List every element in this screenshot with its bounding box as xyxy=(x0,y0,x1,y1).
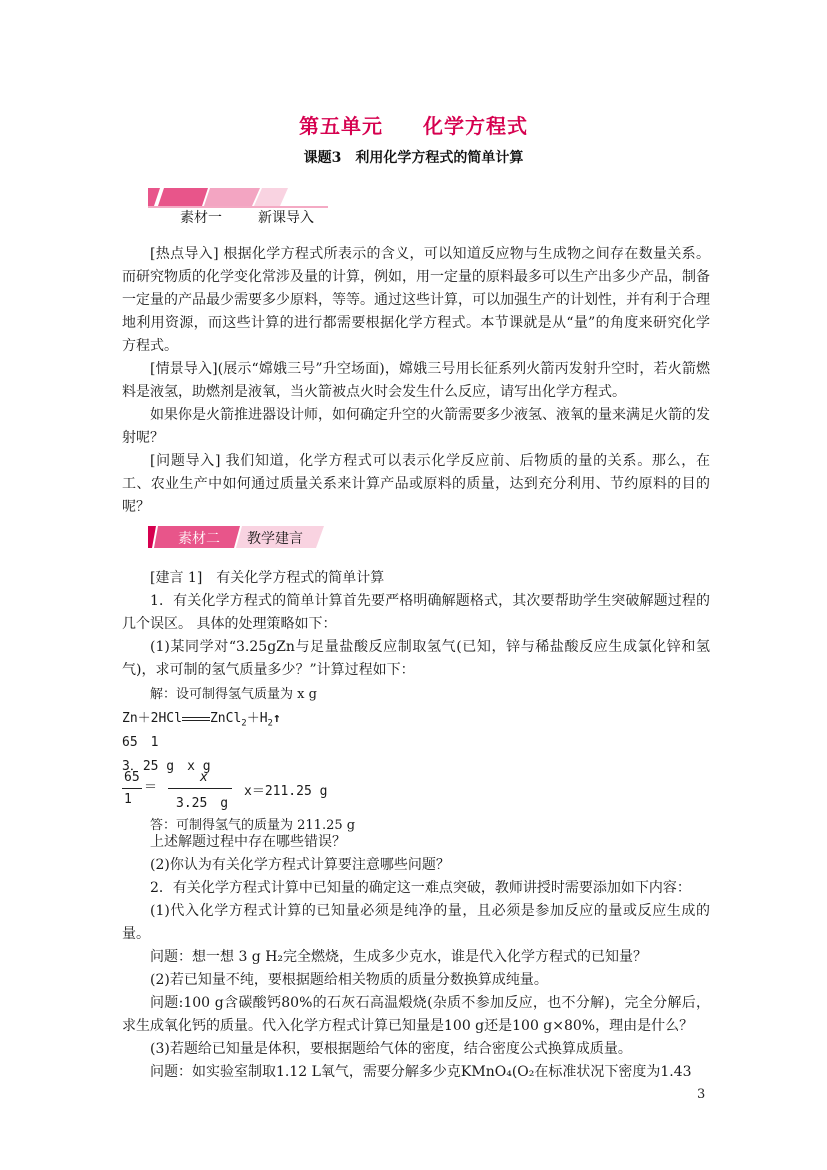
fraction-right-denominator: 3.25 g xyxy=(176,796,229,811)
section-label-b: 新课导入 xyxy=(258,210,314,226)
page-number: 3 xyxy=(697,1087,706,1102)
point-2-item-3: (3)若题给已知量是体积，要根据题给气体的密度，结合密度公式换算成质量。 xyxy=(150,1041,632,1057)
lesson-title: 课题3 利用化学方程式的简单计算 xyxy=(303,150,524,166)
chapter-title: 化学方程式 xyxy=(423,114,528,138)
fraction-right-bar xyxy=(168,788,232,789)
paragraph-question-intro: [问题导入] 我们知道，化学方程式可以表示化学反应前、后物质的量的关系。那么，在工、农业生产中如何通过质量关系来计算产品或原料的质量，达到充分利用、节约原料的目的呢？ xyxy=(122,453,710,515)
point-2-item-1: (1)代入化学方程式计算的已知量必须是纯净的量，且必须是参加反应的量或反应生成的量。 xyxy=(122,903,710,942)
error-question: 上述解题过程中存在哪些错误？ xyxy=(150,834,346,850)
section2-body xyxy=(122,567,710,682)
section-banner-2 xyxy=(148,524,328,564)
section1-body xyxy=(122,243,710,519)
chemical-equation: Zn＋2HCl $ZnCl_2+H_2↑$ xyxy=(122,711,281,729)
section-label-a: 素材一 xyxy=(180,210,222,226)
question-2: (2)你认为有关化学方程式计算要注意哪些问题？ xyxy=(150,857,450,873)
section2-label-b: 教学建言 xyxy=(247,531,303,547)
page-title xyxy=(0,110,827,139)
section-banner-1 xyxy=(148,186,328,226)
point-2-item-1-question: 问题：想一想 3 g H₂完全燃烧，生成多少克水，谁是代入化学方程式的已知量？ xyxy=(150,949,648,965)
point-2: 2．有关化学方程式计算中已知量的确定这一难点突破，教师讲授时需要添加如下内容： xyxy=(150,880,691,896)
section2-label-a: 素材二 xyxy=(178,531,220,547)
fraction-right-numerator: x xyxy=(200,770,208,785)
fraction-left-bar xyxy=(122,788,142,789)
paragraph-hot-intro: [热点导入] 根据化学方程式所表示的含义，可以知道反应物与生成物之间存在数量关系。而研究物质的化学变化常涉及量的计算，例如，用一定量的原料最多可以生产出多少产品，制备一定量的产品最少需要多少原料，等等。通过这些计算，可以加强生产的计划性，并有利于合理地利用资源，而这些计算的进行都需要根据化学方程式。本节课就是从“量”的角度来研究化学方程式。 xyxy=(122,246,710,354)
fraction-result: x＝211.25 g xyxy=(244,784,328,799)
answer-line: 答：可制得氢气的质量为 211.25 g xyxy=(150,818,356,833)
paragraph-designer: 如果你是火箭推进器设计师，如何确定升空的火箭需要多少液氢、液氧的量来满足火箭的发射呢？ xyxy=(122,407,710,446)
point-2-item-2-question: 问题:100 g含碳酸钙80%的石灰石高温煅烧(杂质不参加反应，也不分解)，完全分解后，求生成氧化钙的质量。代入化学方程式计算已知量是100 g还是100 g×80%，理由是什么？ xyxy=(122,995,710,1034)
point-1: 1．有关化学方程式的简单计算首先要严格明确解题格式，其次要帮助学生突破解题过程的几个误区。 具体的处理策略如下： xyxy=(122,593,710,632)
unit-title: 第五单元 xyxy=(299,114,383,138)
paragraph-scene-intro: [情景导入](展示“嫦娥三号”升空场面)，嫦娥三号用长征系列火箭丙发射升空时，若火箭燃料是液氢，助燃剂是液氧，当火箭被点火时会发生什么反应，请写出化学方程式。 xyxy=(122,361,710,400)
point-2-item-2: (2)若已知量不纯，要根据题给相关物质的质量分数换算成纯量。 xyxy=(150,972,548,988)
fraction-equals: ＝ xyxy=(144,780,158,795)
fraction-left-denominator: 1 xyxy=(124,792,132,807)
mass-line: 3．25 g x g xyxy=(122,759,211,774)
question-1: (1)某同学对“3.25gZn与足量盐酸反应制取氢气(已知，锌与稀盐酸反应生成氯化锌和氢气)，求可制的氢气质量多少？”计算过程如下： xyxy=(122,639,710,678)
point-2-item-3-question: 问题：如实验室制取1.12 L氧气，需要分解多少克KMnO₄(O₂在标准状况下密度为1.43 xyxy=(150,1064,692,1080)
suggestion-heading: [建言 1] 有关化学方程式的简单计算 xyxy=(150,570,385,586)
section2-continued xyxy=(122,831,710,1084)
ratio-line: 65 1 xyxy=(122,735,159,750)
fraction-left-numerator: 65 xyxy=(124,770,140,785)
solve-line: 解：设可制得氢气质量为 x g xyxy=(150,687,317,702)
